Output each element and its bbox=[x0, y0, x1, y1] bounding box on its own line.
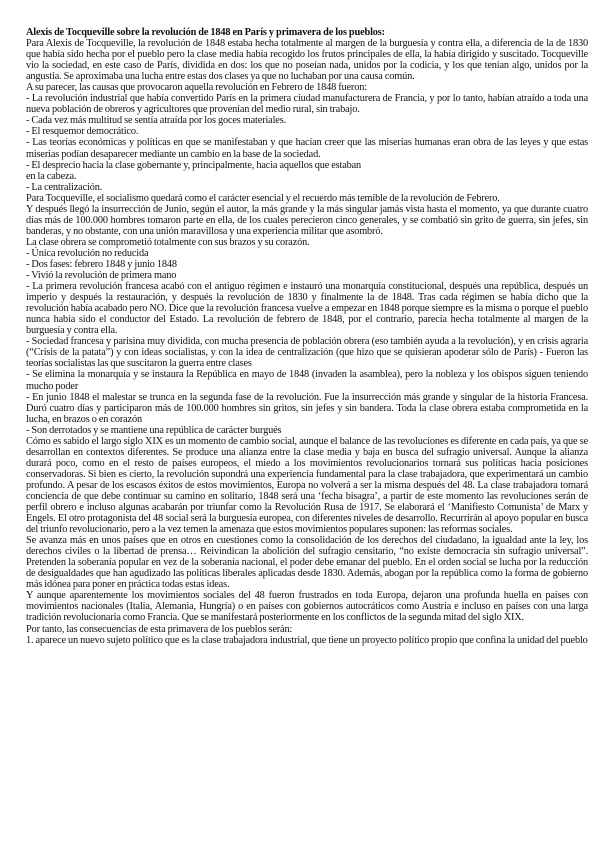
paragraph: - Cada vez más multitud se sentía atraída por los goces materiales. bbox=[26, 115, 287, 127]
paragraph: Y después llegó la insurrección de Junio, según el autor, la más grande y la más singular jamás vista hasta el momento, ya que durante cuatro días más de 100.000 hombres tomaron parte en ella, de los cuales perecieron cinco generales, y se combatió sin grito de guerra, sin jefes, sin banderas, y no obstante, con una unión maravillosa y una experiencia militar que asombró. bbox=[26, 203, 588, 237]
document-body bbox=[26, 38, 588, 646]
paragraph: - La revolución industrial que había convertido París en la primera ciudad manufacturera de Francia, y por lo tanto, habían atraído a toda una nueva población de obreros y agricultores que provenían del medio rural, sin trabajo. bbox=[26, 93, 588, 116]
paragraph: - En junio 1848 el malestar se trunca en la segunda fase de la revolución. Fue la insurrección más grande y singular de la historia Francesa. Duró cuatro días y participaron más de 100.000 hombres sin gritos, sin jefes y sin bandera. Toda la clase obrera estaba comprometida en la lucha, en brazos o en corazón bbox=[26, 391, 588, 425]
paragraph: Y aunque aparentemente los movimientos sociales del 48 fueron frustrados en toda Europa, dejaron una profunda huella en países con movimientos nacionales (Italia, Alemania, Hungría) o en países con gobiernos autocráticos como Austria e incluso en países con una larga tradición revolucionaria como Francia. Que se manifestará posteriormente en los conflictos de la segunda mitad del siglo XIX. bbox=[26, 590, 588, 624]
document-title: Alexis de Tocqueville sobre la revolución de 1848 en París y primavera de los pueblos: bbox=[26, 27, 385, 38]
paragraph: - La centralización. bbox=[26, 181, 103, 193]
paragraph: - El resquemor democrático. bbox=[26, 126, 139, 138]
paragraph: - La primera revolución francesa acabó con el antiguo régimen e instauró una monarquía constitucional, después una república, después un imperio y después la restauración, y después la revolución de 1830 y finalmente la de 1848. Tras cada régimen se había dicho que la revolución había acabado pero NO. Dice que la revolución francesa vuelve a empezar en 1848 porque siempre es la misma o porque el pueblo nunca había sido el conductor del Estado. La revolución de febrero de 1848, por el contrario, parecía hecha totalmente al margen de la burguesía y contra ella. bbox=[26, 281, 588, 337]
paragraph: - Son derrotados y se mantiene una república de carácter burgués bbox=[26, 424, 282, 436]
paragraph: Por tanto, las consecuencias de esta primavera de los pueblos serán: bbox=[26, 623, 293, 635]
paragraph: - Las teorías económicas y políticas en que se manifestaban y que hacían creer que las miserias humanas eran obra de las leyes y que estas miserias podían desaparecer mediante un cambio en la base de la sociedad. bbox=[26, 137, 588, 160]
paragraph: Se avanza más en unos países que en otros en cuestiones como la consolidación de los derechos del ciudadano, la igualdad ante la ley, los derechos civiles o la libertad de prensa… Reivindican la abolición del sufragio censitario, “no existe democracia sin sufragio universal”. Pretenden la soberanía popular en vez de la soberanía nacional, el poder debe emanar del pueblo. En el orden social se lucha por la reducción de desigualdades que han agudizado las políticas liberales aplicadas desde 1830. Además, abogan por la república como la forma de gobierno más idónea para poner en práctica todas estas ideas. bbox=[26, 535, 588, 591]
paragraph: 1. aparece un nuevo sujeto político que es la clase trabajadora industrial, que tiene un proyecto político propio que confina la unidad del pueblo bbox=[26, 634, 588, 646]
paragraph: - Dos fases: febrero 1848 y junio 1848 bbox=[26, 258, 177, 270]
paragraph: Cómo es sabido el largo siglo XIX es un momento de cambio social, aunque el balance de las revoluciones es diferente en cada país, ya que se desarrollan en contextos diferentes. Se produce una alianza entre la clase media y baja en busca del sufragio universal. Aunque la alianza durará poco, como en el resto de países europeos, el miedo a los movimientos revolucionarios tornará sus políticas hacia posiciones conservadoras. Si bien es cierto, la revolución supondrá una experiencia fundamental para la clase trabajadora, que experimentará un cambio profundo. A pesar de los escasos éxitos de estos movimientos, Europa no volverá a ser la misma después del 48. La clase trabajadora tomará conciencia de que debe continuar su camino en solitario, 1848 será una ‘fecha bisagra’, a partir de este momento las revoluciones serán de perfil obrero e incluso algunas acabarán por triunfar como la Revolución Rusa de 1917. Se elaborará el ‘Manifiesto Comunista’ de Marx y Engels. El otro protagonista del 48 social será la burguesía europea, con diferentes niveles de desarrollo. Recurrirán al apoyo popular en busca del triunfo revolucionario, pero a la vez temen la amenaza que estos movimientos populares suponen: las reformas sociales. bbox=[26, 435, 588, 536]
paragraph: - Sociedad francesa y parisina muy dividida, con mucha presencia de población obrera (eso también ayuda a la revolución), y en crisis agraria (“Crisis de la patata”) y con ideas socialistas, y con la idea de centralización (que hizo que se quisieran apoderar sólo de París) - Fueron las teorías socialistas las que suscitaron la guerra entre clases bbox=[26, 336, 588, 370]
paragraph: Para Alexis de Tocqueville, la revolución de 1848 estaba hecha totalmente al margen de la burguesía y contra ella, a diferencia de la de 1830 que había sido hecha por el pueblo pero la clase media había recogido los frutos principales de ella, la había dirigido y suscitado. Tocqueville vio la sociedad, en este caso de París, dividida en dos: los que no poseían nada, unidos por la codicia, y los que tenían algo, unidos por la angustia. Se aproximaba una lucha entre estas dos clases ya que no luchaban por una causa común. bbox=[26, 38, 588, 83]
document-page bbox=[26, 27, 588, 646]
paragraph: - Se elimina la monarquía y se instaura la República en mayo de 1848 (invaden la asamblea), pero la nobleza y los obispos siguen teniendo mucho poder bbox=[26, 369, 588, 392]
paragraph: A su parecer, las causas que provocaron aquella revolución en Febrero de 1848 fueron: bbox=[26, 82, 367, 94]
paragraph: Para Tocqueville, el socialismo quedará como el carácter esencial y el recuerdo más temible de la revolución de Febrero. bbox=[26, 192, 500, 204]
paragraph: - El desprecio hacia la clase gobernante y, principalmente, hacia aquellos que estaban bbox=[26, 159, 362, 171]
paragraph: en la cabeza. bbox=[26, 170, 77, 182]
paragraph: - Vivió la revolución de primera mano bbox=[26, 270, 177, 282]
paragraph: - Única revolución no reducida bbox=[26, 247, 149, 259]
paragraph: La clase obrera se comprometió totalmente con sus brazos y su corazón. bbox=[26, 236, 310, 248]
